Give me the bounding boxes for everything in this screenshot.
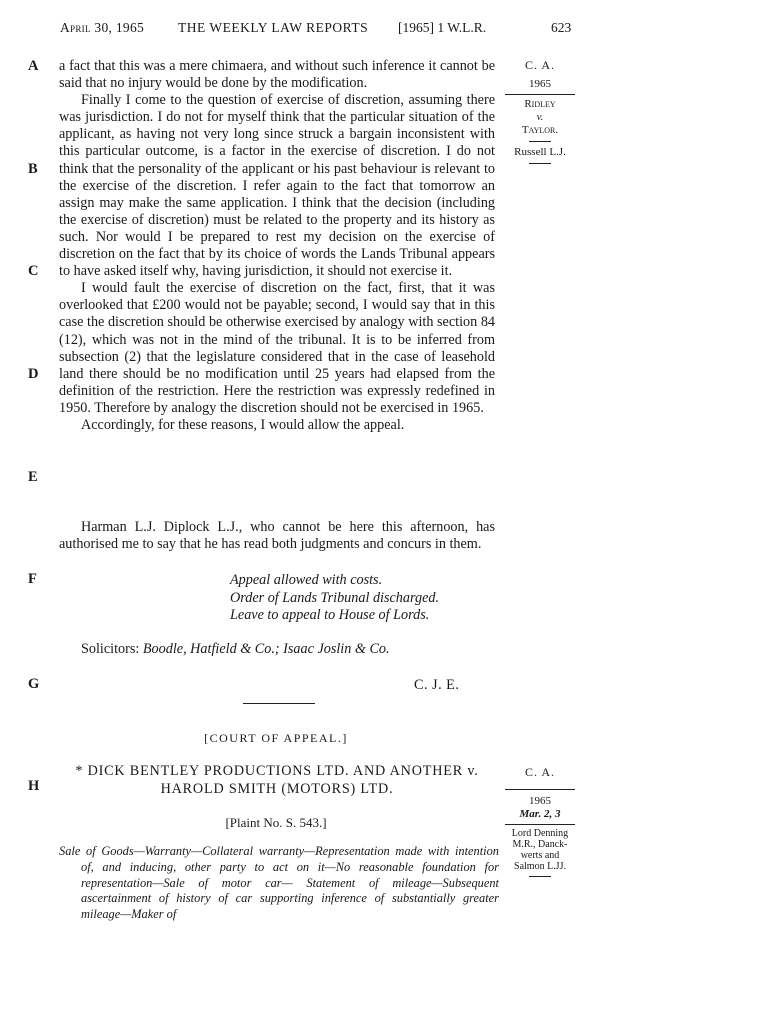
margin-letter-d: D xyxy=(28,366,39,382)
catchword-line: supporting inference of substantially greater mileage—Maker of xyxy=(81,891,499,922)
sidenote-party-1: Ridley xyxy=(524,98,556,110)
text-line: that the decision (including the exercise of discretion) must be xyxy=(59,194,496,228)
solicitors-line xyxy=(81,641,390,658)
order-line: Leave to appeal to House of Lords. xyxy=(230,607,430,623)
text-line: concurs in them. xyxy=(387,536,482,553)
sidenote-rule xyxy=(505,824,575,825)
section-divider xyxy=(243,703,315,704)
case-title-line-1: * DICK BENTLEY PRODUCTIONS LTD. AND ANOTHER v. xyxy=(75,763,479,779)
margin-letter-a: A xyxy=(28,58,39,74)
sidenote-party-2: Taylor. xyxy=(521,124,559,136)
text-line: personality of the applicant or his past behaviour is relevant to xyxy=(138,160,495,177)
text-line: Accordingly, for these reasons, I would allow the appeal. xyxy=(81,416,405,433)
margin-letter-f: F xyxy=(28,571,37,587)
sidenote-short-rule xyxy=(529,141,551,142)
header-title: THE WEEKLY LAW REPORTS xyxy=(178,20,369,35)
text-line: has authorised me to say that he has read both judgments and xyxy=(59,519,495,553)
sidenote-end-rule xyxy=(529,163,551,164)
sidenote-rule xyxy=(505,94,575,95)
text-line: assuming there was jurisdiction. I do not for myself think that xyxy=(59,92,495,126)
paragraph-2 xyxy=(59,92,495,280)
reporter-initials: C. J. E. xyxy=(414,677,460,693)
paragraph-4 xyxy=(59,417,495,434)
text-line: I would fault the exercise of discretion on the fact, first, that xyxy=(81,280,459,297)
orders-block xyxy=(230,572,439,625)
sidenote-end-rule xyxy=(529,876,551,877)
margin-letter-b: B xyxy=(28,161,38,177)
text-line: would say that in this case the discretion should be otherwise xyxy=(59,297,495,331)
sidenote-case xyxy=(505,59,575,168)
order-line: Appeal allowed with costs. xyxy=(230,572,383,588)
catchword-line: Sale of Goods—Warranty—Collateral warranty—Representation made xyxy=(59,844,428,858)
sidenote-rule xyxy=(505,789,575,790)
plaint-number: [Plaint No. S. 543.] xyxy=(225,815,327,830)
text-line: exercised by analogy with section 84 (12), which was not in the xyxy=(59,314,496,348)
sidenote-judge-line: Salmon L.JJ. xyxy=(514,861,566,872)
text-line: is a factor in the exercise of discretion. I do not think that the xyxy=(59,143,495,177)
sidenote-judge-line: werts and xyxy=(520,850,560,861)
header-date: April 30, 1965 xyxy=(60,20,145,35)
catchword-line: reasonable foundation for representation—Sale of motor car— xyxy=(81,859,500,890)
page-number: 623 xyxy=(551,20,572,35)
text-line: since struck a bargain inconsistent with this particular outcome, xyxy=(59,126,495,160)
margin-letter-c: C xyxy=(28,263,39,279)
margin-letter-g: G xyxy=(28,676,40,692)
paragraph-5 xyxy=(59,519,495,553)
sidenote-judges xyxy=(505,828,575,872)
margin-letter-h: H xyxy=(28,778,40,794)
catchword-line: with intention of, and inducing, other party to act on it—No xyxy=(81,844,499,874)
text-line: a fact that this was a mere chimaera, and without such inference xyxy=(59,58,429,74)
sidenote-new-case xyxy=(505,766,575,881)
case-title xyxy=(59,763,495,798)
text-line: definition of the restriction. Here the restriction was expressly xyxy=(59,382,426,399)
text-line: the legislature considered that in the case of leasehold land there xyxy=(59,348,495,382)
paragraph-3 xyxy=(59,280,495,417)
sidenote-court: C. A. xyxy=(524,58,555,72)
order-line: Order of Lands Tribunal discharged. xyxy=(230,589,440,606)
text-line: the particular situation of the applicant, as having not very long xyxy=(59,109,495,143)
text-line: have asked itself why, having jurisdiction, it should not exercise it. xyxy=(73,263,453,280)
paragraph-1 xyxy=(59,58,495,92)
text-line: it was overlooked that £200 would not be payable; second, I xyxy=(59,280,495,314)
solicitors-names: Boodle, Hatfield & Co.; Isaac Joslin & Co. xyxy=(142,641,390,657)
text-line: Finally I come to the question of exercise of discretion, xyxy=(81,92,409,109)
concurrence-text xyxy=(59,519,495,553)
text-line: should be no modification until 25 years had elapsed from the xyxy=(123,365,496,382)
text-line: redefined in 1950. Therefore by analogy the discretion should xyxy=(59,382,495,416)
judgment-text xyxy=(59,58,495,434)
text-line: prepared to rest my decision on the exercise of discretion on the xyxy=(59,228,496,263)
margin-letter-e: E xyxy=(28,469,38,485)
text-line: Harman L.J. Diplock L.J., who cannot be here this afternoon, xyxy=(81,519,477,535)
case-title-line-2: HAROLD SMITH (MOTORS) LTD. xyxy=(160,780,394,797)
catchword-line: Statement of mileage—Subsequent ascertainment of history of car xyxy=(81,875,499,906)
text-line: the exercise of the discretion. I refer again to the fact that xyxy=(59,177,420,194)
sidenote-judge-line: M.R., Danck- xyxy=(512,839,568,850)
sidenote-judge: Russell L.J. xyxy=(514,146,566,158)
catchwords xyxy=(59,844,499,923)
sidenote-court: C. A. xyxy=(524,765,555,779)
sidenote-versus: v. xyxy=(536,111,544,123)
sidenote-hearing-date: Mar. 2, 3 xyxy=(519,808,561,820)
sidenote-year: 1965 xyxy=(529,78,551,90)
sidenote-judge-line: Lord Denning xyxy=(511,828,569,839)
text-line: mind of the tribunal. It is to be inferred from subsection (2) that xyxy=(59,331,495,365)
text-line: it cannot be said that no injury would be done by the modification. xyxy=(59,58,495,92)
text-line: related to the property and its history as such. Nor would I be xyxy=(59,211,495,245)
text-line: fact that by its choice of words the Lands Tribunal appears to xyxy=(59,246,495,280)
running-header xyxy=(0,20,768,40)
text-line: not be exercised in 1965. xyxy=(341,399,484,416)
catchwords-paragraph xyxy=(59,844,499,923)
sidenote-year: 1965 xyxy=(529,795,551,807)
header-citation: [1965] 1 W.L.R. xyxy=(398,20,487,35)
text-line: tomorrow an assign may make the same application. I think xyxy=(59,177,495,211)
solicitors-label: Solicitors: xyxy=(81,641,140,657)
court-heading: [COURT OF APPEAL.] xyxy=(204,731,348,745)
